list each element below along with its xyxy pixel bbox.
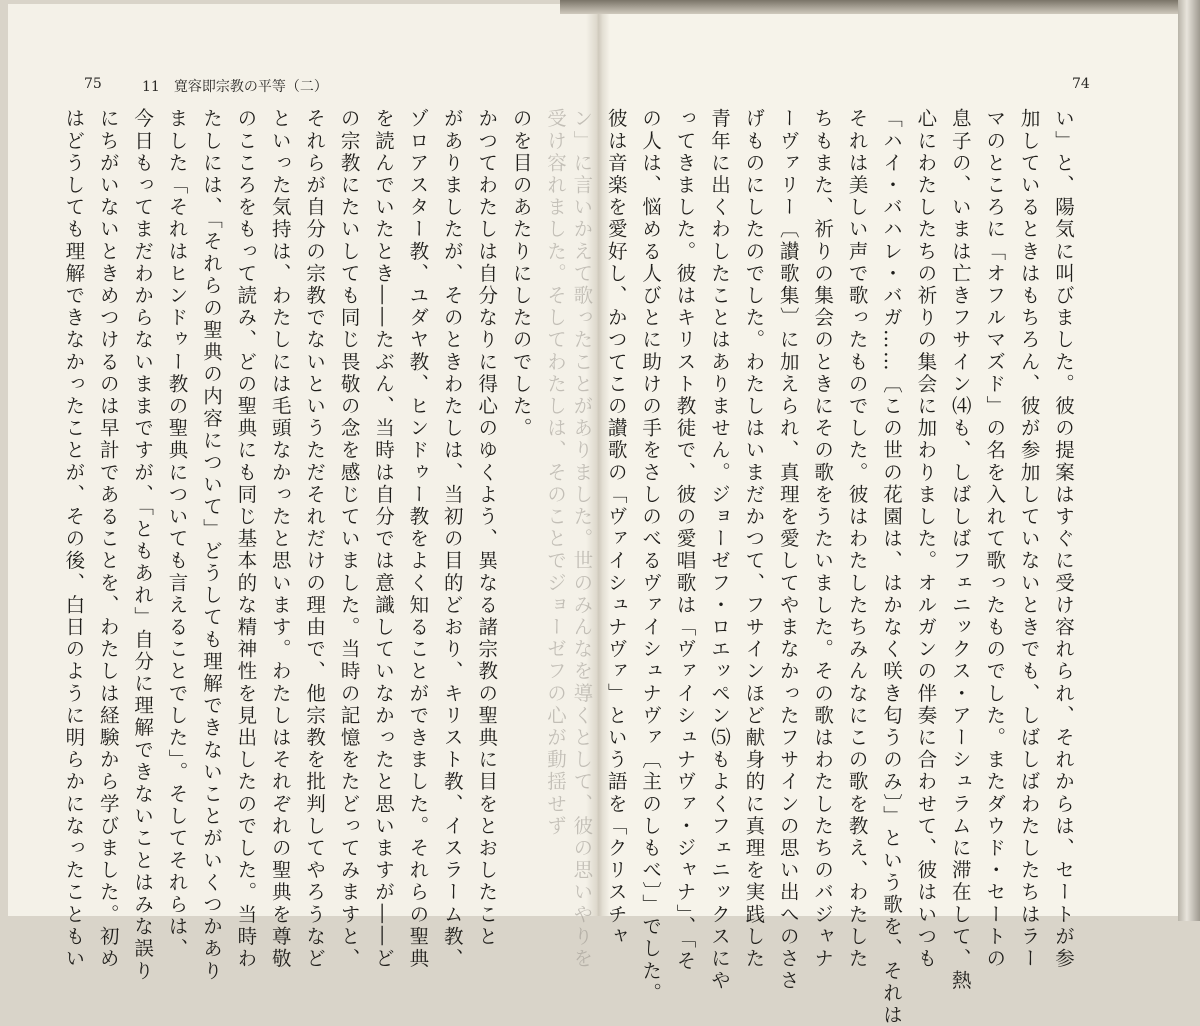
left-page-number: 75 bbox=[84, 76, 102, 92]
right-page-body bbox=[570, 108, 1080, 1026]
right-page-number: 74 bbox=[1072, 76, 1090, 92]
text-line: げものにしたのでした。わたしはいまだかつて、フサインほど献身的に真理を実践した bbox=[742, 108, 766, 970]
left-page-body bbox=[62, 108, 572, 983]
text-line: マのところに「オフルマズド」の名を入れて歌ったものでした。またダウド・セートの bbox=[983, 108, 1007, 970]
text-line: のこころをもって読み、どの聖典にも同じ基本的な精神性を見出したのでした。当時わ bbox=[234, 108, 258, 970]
text-line: い」と、陽気に叫びました。彼の提案はすぐに受け容れられ、それからは、セートが参 bbox=[1052, 108, 1075, 970]
text-line: 加しているときはもちろん、彼が参加していないときでも、しばしばわたしたちはラー bbox=[1017, 108, 1041, 970]
text-line: 「ハイ・バハレ・バガ……〔この世の花園は、はかなく咲き匂うのみ〕」という歌を、それは bbox=[879, 108, 903, 1026]
text-line: のを目のあたりにしたのでした。 bbox=[509, 108, 533, 440]
text-line: がありましたが、そのときわたしは、当初の目的どおり、キリスト教、イスラーム教、 bbox=[440, 108, 464, 970]
text-line: にちがいないときめつけるのは早計であることを、わたしは経験から学びました。初め bbox=[96, 108, 120, 970]
text-line: ゾロアスター教、ユダヤ教、ヒンドゥー教をよく知ることができました。それらの聖典 bbox=[406, 108, 430, 970]
page-top-edge bbox=[560, 0, 1180, 14]
text-line: 心にわたしたちの祈りの集会に加わりました。オルガンの伴奏に合わせて、彼はいつも bbox=[914, 108, 938, 970]
text-line: はどうしても理解できなかったことが、その後、白日のように明らかになったこともい bbox=[62, 108, 86, 970]
text-line-bleedthrough: 受け容れました。そしてわたしは、そのことでジョーゼフの心が動揺せず bbox=[544, 108, 567, 838]
text-line: を読んでいたとき――たぶん、当時は自分では意識していなかったと思いますが――ど bbox=[371, 108, 395, 970]
text-line: 息子の、いまは亡きフサイン⑷も、しばしばフェニックス・アーシュラムに滞在して、熱 bbox=[948, 108, 972, 992]
text-line: ちもまた、祈りの集会のときにその歌をうたいました。その歌はわたしたちのバジャナ bbox=[811, 108, 835, 970]
text-line: ました「それはヒンドゥー教の聖典についても言えることでした」。そしてそれらは、 bbox=[165, 108, 189, 961]
text-line: 青年に出くわしたことはありません。ジョーゼフ・ロエッペン⑸もよくフェニックスにや bbox=[707, 108, 731, 992]
text-line-bleedthrough: ン」に言いかえて歌ったことがありました。世のみんなを導くとして、彼の思いやりを bbox=[570, 108, 594, 970]
text-line: たしには、「それらの聖典の内容について」どうしても理解できないことがいくつかあり bbox=[199, 108, 223, 983]
text-line: の宗教にたいしても同じ畏敬の念を感じていました。当時の記憶をたどってみますと、 bbox=[337, 108, 361, 970]
text-line: の人は、悩める人びとに助けの手をさしのべるヴァイシュナヴァ〔主のしもべ〕」でした。 bbox=[639, 108, 663, 1005]
text-line: それは美しい声で歌ったものでした。彼はわたしたちみんなにこの歌を教え、わたした bbox=[845, 108, 869, 970]
page-stack-edge bbox=[1178, 0, 1200, 921]
text-line: かつてわたしは自分なりに得心のゆくよう、異なる諸宗教の聖典に目をとおしたこと bbox=[475, 108, 499, 948]
text-line: ってきました。彼はキリスト教徒で、彼の愛唱歌は「ヴァイシュナヴァ・ジャナ」、「そ bbox=[673, 108, 697, 973]
text-line: それらが自分の宗教でないというただそれだけの理由で、他宗教を批判してやろうなど bbox=[303, 108, 327, 970]
text-line: 今日もってまだわからないままですが、「ともあれ」自分に理解できないことはみな誤り bbox=[131, 108, 155, 983]
text-line: ーヴァリー〔讃歌集〕に加えられ、真理を愛してやまなかったフサインの思い出へのささ bbox=[776, 108, 800, 992]
left-running-head: 11 寛容即宗教の平等（二） bbox=[142, 79, 328, 95]
text-line: といった気持は、わたしには毛頭なかったと思います。わたしはそれぞれの聖典を尊敬 bbox=[268, 108, 292, 970]
text-line: 彼は音楽を愛好し、かつてこの讃歌の「ヴァイシュナヴァ」という語を「クリスチャ bbox=[604, 108, 628, 948]
